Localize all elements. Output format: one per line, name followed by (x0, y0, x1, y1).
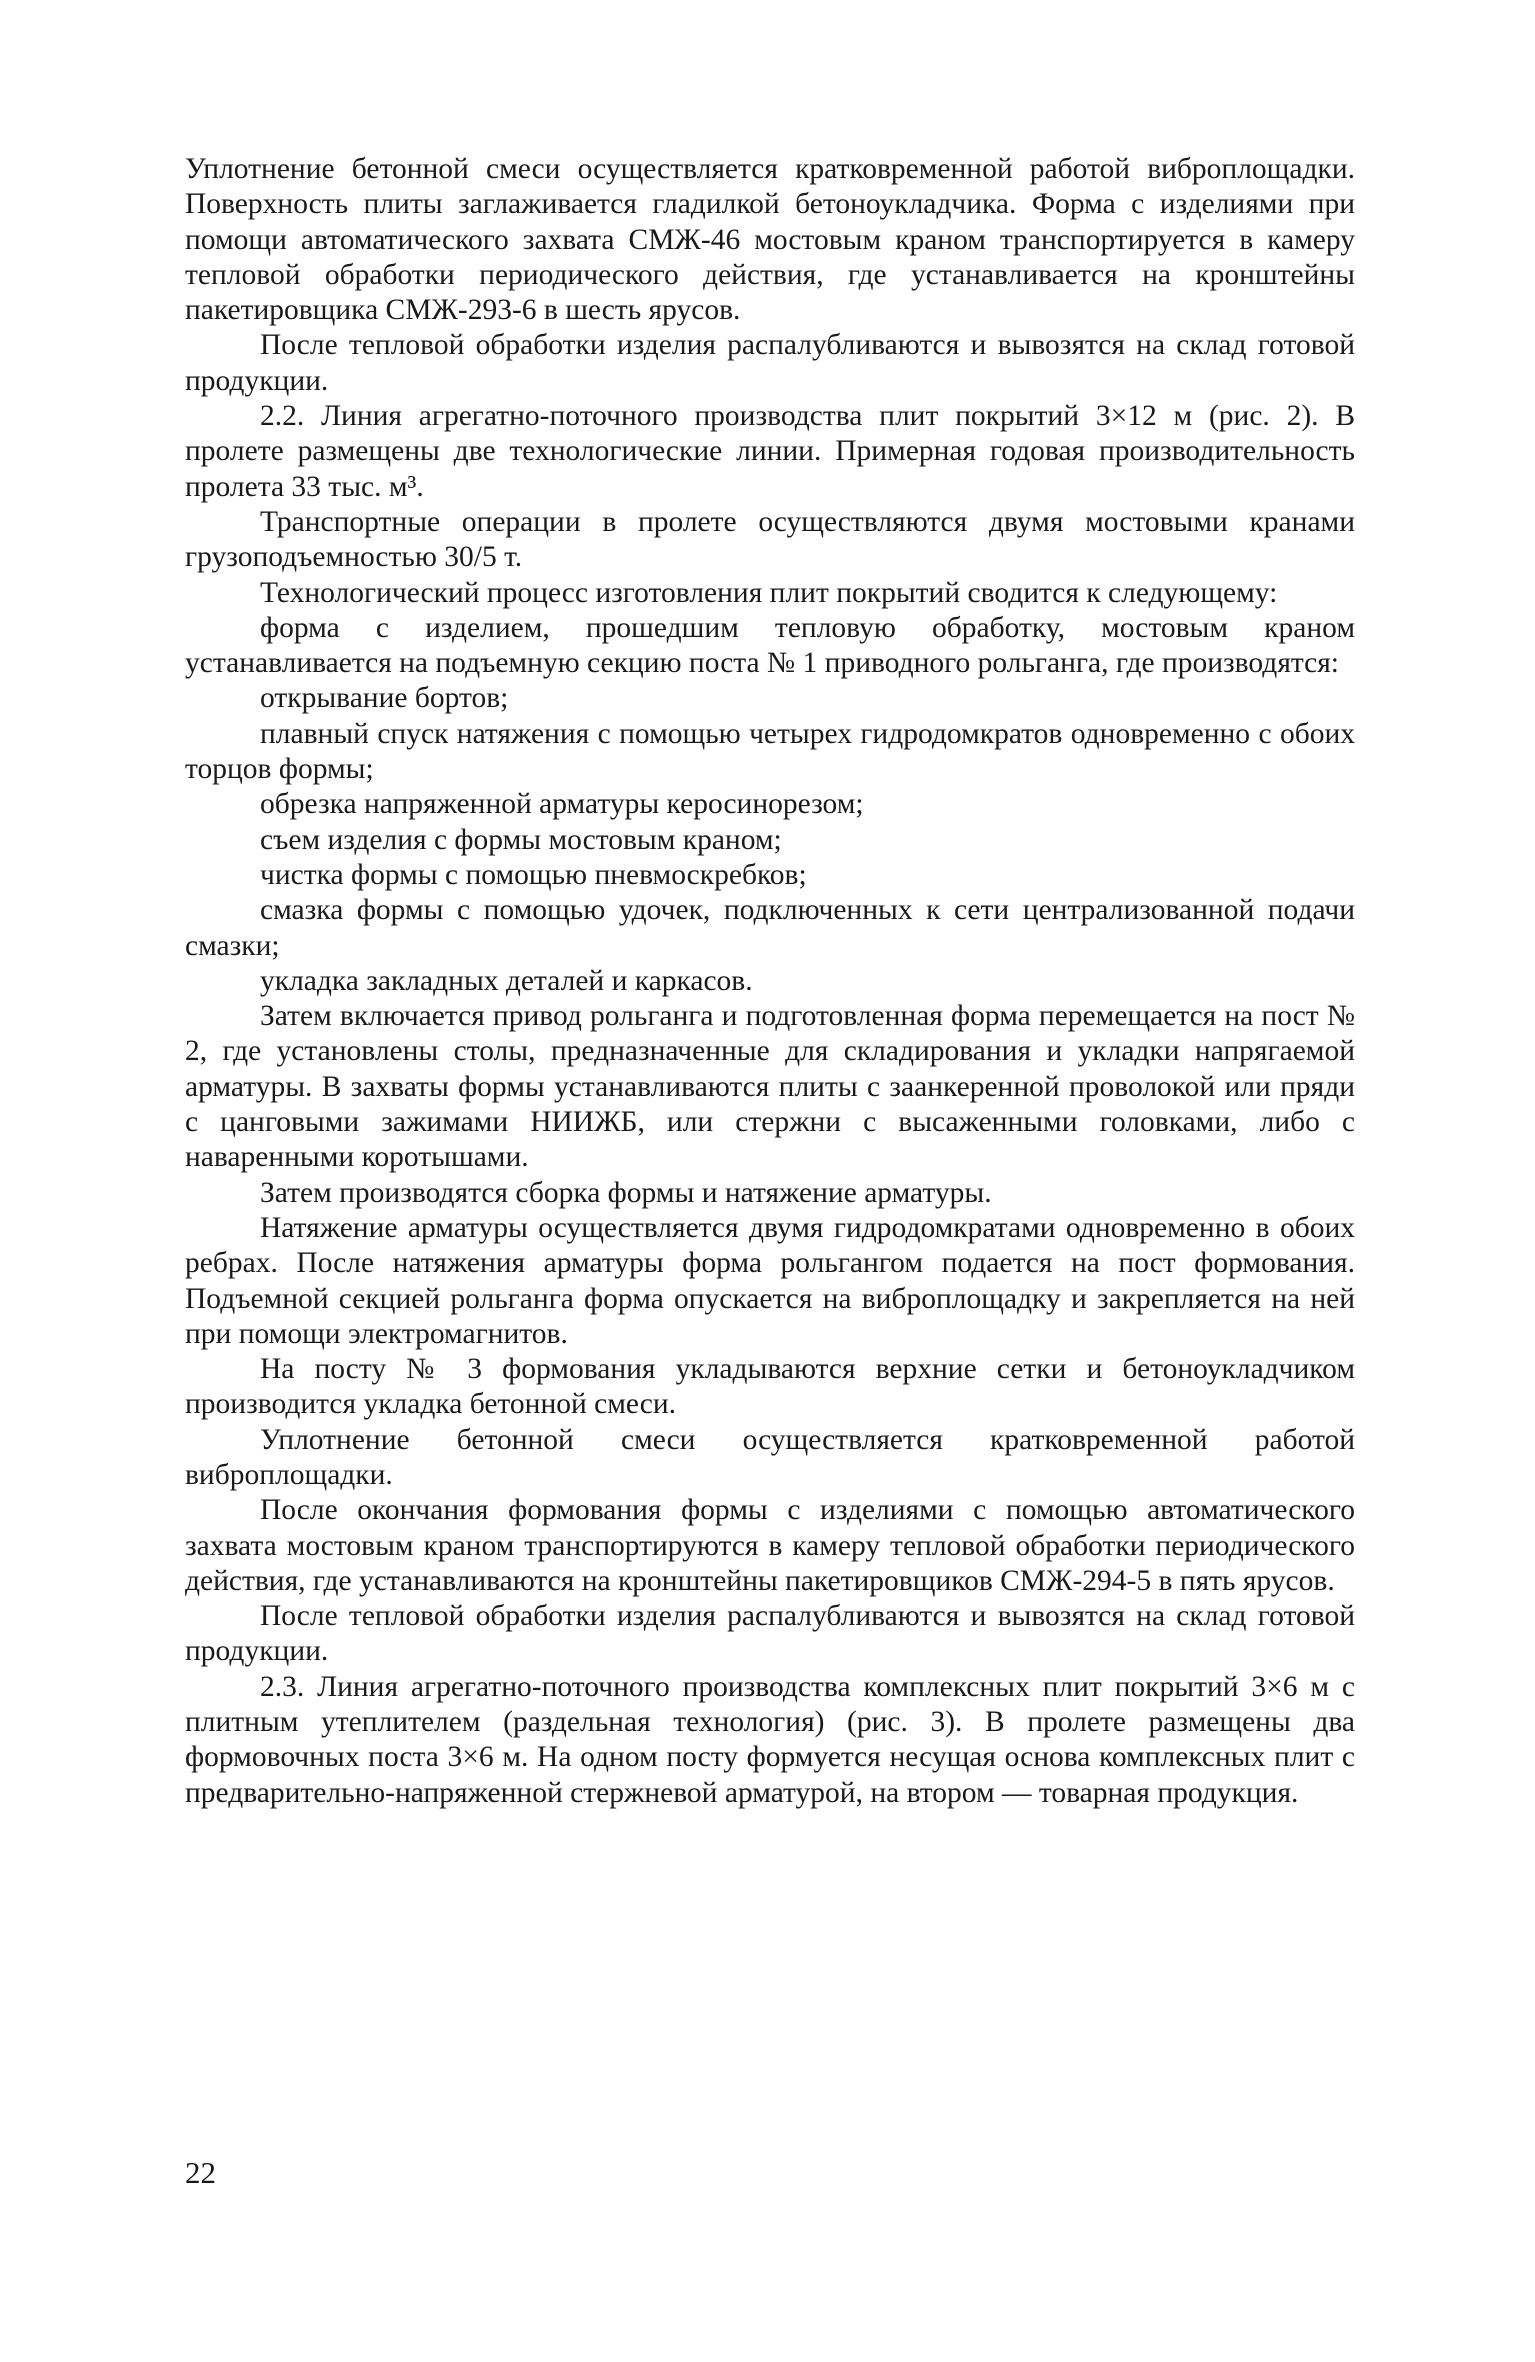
list-item: съем изделия с формы мостовым краном; (260, 823, 782, 856)
page-number: 22 (185, 2155, 216, 2190)
paragraph: Технологический процесс изготовления плит покрытий сводится к следующему: (260, 576, 1278, 609)
list-item: открывание бортов; (260, 682, 509, 715)
paragraph: Уплотнение бетонной смеси осуществляется кратковременной работой виброплощадки. (185, 1423, 1355, 1491)
paragraph: 2.2. Линия агрегатно-поточного производства плит покрытий 3×12 м (рис. 2). В пролете размещены две технологические линии. Примерная годовая производительность пролета 33 тыс. м³. (185, 400, 1355, 503)
paragraph: Затем производятся сборка формы и натяжение арматуры. (260, 1176, 992, 1209)
paragraph: Натяжение арматуры осуществляется двумя гидродомкратами одновременно в обоих ребрах. После натяжения арматуры форма рольгангом подается на пост формования. Подъемной секцией рольганга форма опускается на виброплощадку и закрепляется на ней при помощи электромагнитов. (185, 1211, 1355, 1350)
paragraph: форма с изделием, прошедшим тепловую обработку, мостовым краном устанавливается на подъемную секцию поста № 1 приводного рольганга, где производятся: (185, 611, 1355, 680)
body-text (185, 152, 1355, 1811)
paragraph: На посту № 3 формования укладываются верхние сетки и бетоноукладчиком производится укладка бетонной смеси. (185, 1353, 1355, 1421)
paragraph: Уплотнение бетонной смеси осуществляется кратковременной работой виброплощадки. Поверхность плиты заглаживается гладилкой бетоноукладчика. Форма с изделиями при помощи автоматического захвата СМЖ-46 мостовым краном транспортируется в камеру тепловой обработки периодического действия, где устанавливается на кронштейны пакетировщика СМЖ-293-6 в шесть ярусов. (185, 153, 1355, 327)
paragraph: Затем включается привод рольганга и подготовленная форма перемещается на пост № 2, где установлены столы, предназначенные для складирования и укладки напрягаемой арматуры. В захваты формы устанавливаются плиты с заанкеренной проволокой или пряди с цанговыми зажимами НИИЖБ, или стержни с высаженными головками, либо с наваренными коротышами. (185, 1000, 1355, 1174)
list-item: смазка формы с помощью удочек, подключенных к сети централизованной подачи смазки; (185, 894, 1355, 962)
list-item: укладка закладных деталей и каркасов. (260, 964, 753, 997)
list-item: обрезка напряженной арматуры керосинорезом; (260, 788, 864, 821)
paragraph: Транспортные операции в пролете осуществляются двумя мостовыми кранами грузоподъемностью 30/5 т. (185, 505, 1355, 574)
list-item: плавный спуск натяжения с помощью четырех гидродомкратов одновременно с обоих торцов формы; (185, 717, 1355, 786)
paragraph: После окончания формования формы с изделиями с помощью автоматического захвата мостовым краном транспортируются в камеру тепловой обработки периодического действия, где устанавливаются на кронштейны пакетировщиков СМЖ-294-5 в пять ярусов. (185, 1494, 1355, 1597)
paragraph: 2.3. Линия агрегатно-поточного производства комплексных плит покрытий 3×6 м с плитным утеплителем (раздельная технология) (рис. 3). В пролете размещены два формовочных поста 3×6 м. На одном посту формуется несущая основа комплексных плит с предварительно-напряженной стержневой арматурой, на втором — товарная продукция. (185, 1670, 1355, 1809)
paragraph: После тепловой обработки изделия распалубливаются и вывозятся на склад готовой продукции. (185, 329, 1355, 397)
paragraph: После тепловой обработки изделия распалубливаются и вывозятся на склад готовой продукции. (185, 1600, 1355, 1668)
list-item: чистка формы с помощью пневмоскребков; (260, 858, 807, 891)
